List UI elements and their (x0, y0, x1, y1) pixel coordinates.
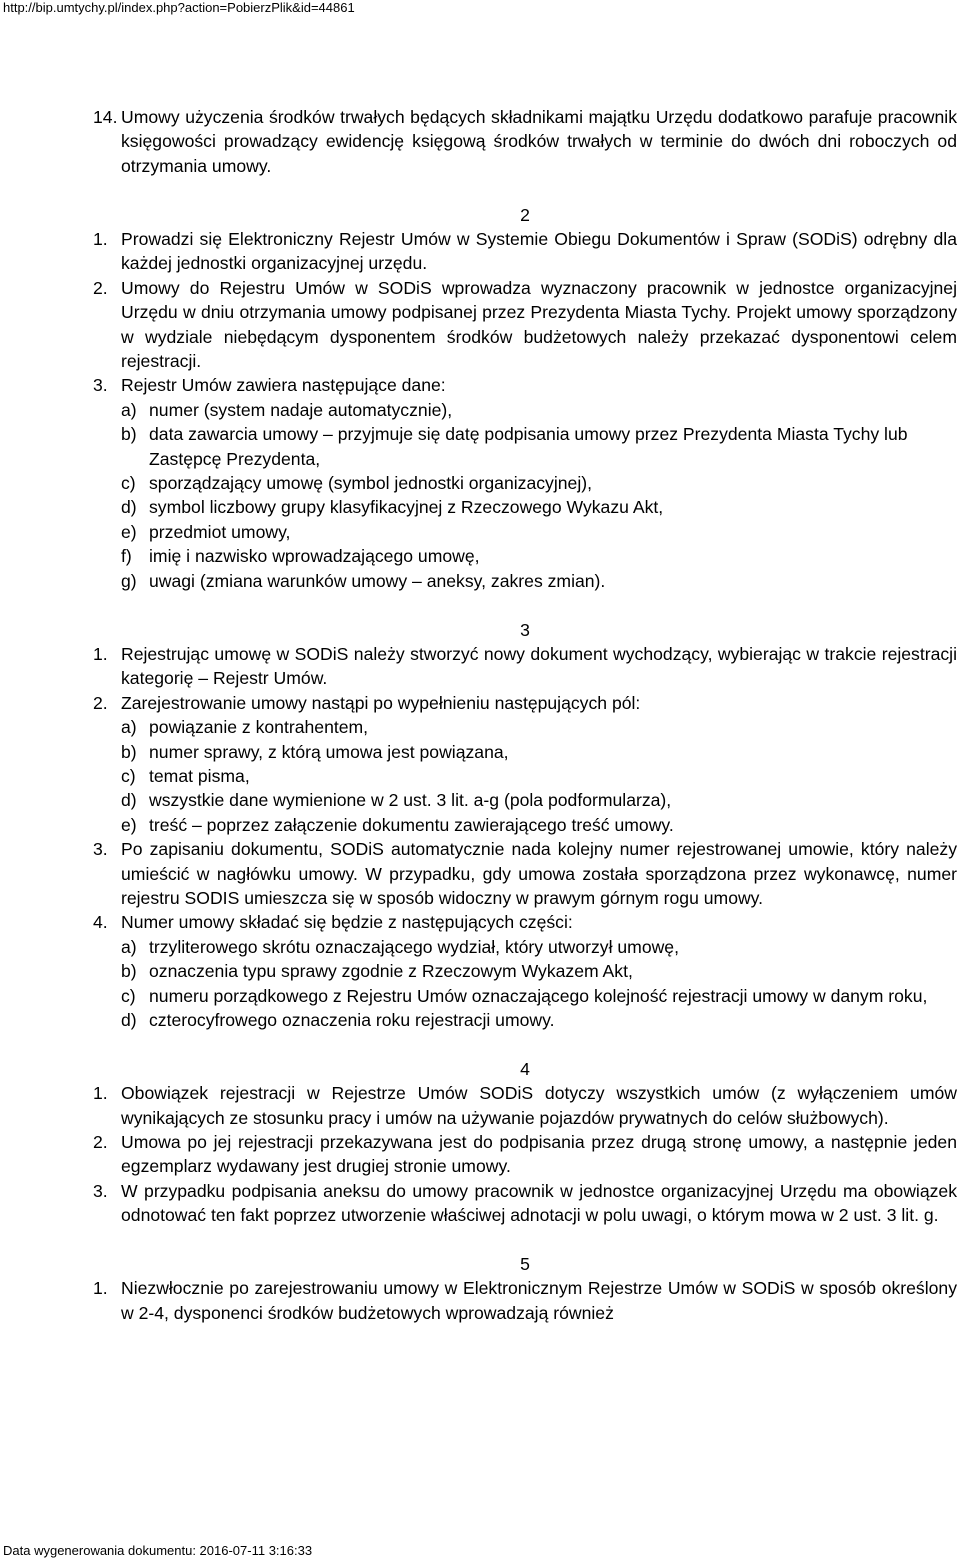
sub-label: a) (121, 399, 137, 420)
item-number: 2. (93, 692, 108, 713)
sub-label: c) (121, 765, 136, 786)
sub-item (121, 788, 957, 812)
section-heading: 4 (520, 1058, 530, 1079)
sub-text: numer (system nadaje automatycznie), (149, 399, 453, 420)
sub-label: a) (121, 936, 137, 957)
sub-item (121, 984, 957, 1008)
sub-text: symbol liczbowy grupy klasyfikacyjnej z Rzeczowego Wykazu Akt, (149, 497, 664, 518)
item-text: Niezwłocznie po zarejestrowaniu umowy w Elektronicznym Rejestrze Umów w SODiS w sposób określony w 2-4, dysponenci środków budżetowych wprowadzają również (121, 1278, 957, 1323)
sub-item (121, 544, 957, 568)
section-heading: 3 (520, 619, 530, 640)
list-item (93, 1130, 957, 1179)
list-item (93, 837, 957, 910)
page-url-header: http://bip.umtychy.pl/index.php?action=PobierzPlik&id=44861 (3, 0, 355, 15)
item-number: 2. (93, 277, 108, 298)
item-number: 3. (93, 1180, 108, 1201)
sub-text: numeru porządkowego z Rejestru Umów oznaczającego kolejność rejestracji umowy w danym roku, (149, 985, 928, 1006)
sub-item (121, 495, 957, 519)
sub-item (121, 471, 957, 495)
item-number: 2. (93, 1132, 108, 1153)
sub-label: c) (121, 985, 136, 1006)
sub-text: imię i nazwisko wprowadzającego umowę, (149, 546, 480, 567)
paragraph-text: Umowy użyczenia środków trwałych będących składnikami majątku Urzędu dodatkowo parafuje pracownik księgowości prowadzący ewidencję księgową środków trwałych w terminie do dwóch dni roboczych od otrzymania umowy. (121, 107, 957, 176)
sub-label: b) (121, 424, 137, 445)
sub-item (121, 764, 957, 788)
sub-item (121, 935, 957, 959)
sub-text: sporządzający umowę (symbol jednostki organizacyjnej), (149, 473, 592, 494)
item-number: 3. (93, 375, 108, 396)
list-item (93, 642, 957, 691)
sub-text: wszystkie dane wymienione w 2 ust. 3 lit. a-g (pola podformularza), (149, 790, 672, 811)
sub-text: przedmiot umowy, (149, 521, 291, 542)
sub-text: oznaczenia typu sprawy zgodnie z Rzeczowym Wykazem Akt, (149, 961, 633, 982)
item-text: Umowa po jej rejestracji przekazywana jest do podpisania przez drugą stronę umowy, a następnie jeden egzemplarz wydawany jest drugiej stronie umowy. (121, 1132, 957, 1177)
item-number: 3. (93, 839, 108, 860)
item-number: 1. (93, 1278, 108, 1299)
list-item (93, 691, 957, 837)
sub-label: g) (121, 570, 137, 591)
sub-label: c) (121, 473, 136, 494)
item-number: 1. (93, 643, 108, 664)
sub-label: d) (121, 1010, 137, 1030)
sub-label: a) (121, 717, 137, 738)
sub-item (121, 520, 957, 544)
list-item (93, 227, 957, 276)
intro-paragraph (93, 105, 957, 178)
item-text: Prowadzi się Elektroniczny Rejestr Umów w Systemie Obiegu Dokumentów i Spraw (SODiS) odrębny dla każdej jednostki organizacyjnej urzędu. (121, 229, 957, 274)
list-item (93, 1081, 957, 1130)
sub-label: d) (121, 790, 137, 811)
sub-text: treść – poprzez załączenie dokumentu zawierającego treść umowy. (149, 814, 674, 835)
sub-label: e) (121, 521, 137, 542)
document-body (93, 105, 957, 1325)
sub-text: uwagi (zmiana warunków umowy – aneksy, zakres zmian). (149, 570, 606, 591)
item-text: Po zapisaniu dokumentu, SODiS automatycznie nada kolejny numer rejestrowanej umowie, który należy umieścić w nagłówku umowy. W przypadku, gdy umowa została sporządzona przez wykonawcę, numer rejestru SODIS umieszcza się w sposób widoczny w prawym górnym rogu umowy. (121, 839, 957, 908)
item-text: Obowiązek rejestracji w Rejestrze Umów SODiS dotyczy wszystkich umów (z wyłączeniem umów wynikających ze stosunku pracy i umów na używanie pojazdów prywatnych do celów służbowych). (121, 1083, 957, 1128)
item-text: Zarejestrowanie umowy nastąpi po wypełnieniu następujących pól: (121, 692, 641, 713)
sub-label: b) (121, 741, 137, 762)
item-text: Rejestr Umów zawiera następujące dane: (121, 375, 446, 396)
item-text: Numer umowy składać się będzie z następujących części: (121, 912, 573, 933)
sub-label: d) (121, 497, 137, 518)
sub-text: data zawarcia umowy – przyjmuje się datę podpisania umowy przez Prezydenta Miasta Tychy lub Zastępcę Prezydenta, (149, 424, 908, 469)
item-number: 4. (93, 912, 108, 933)
list-item (93, 1276, 957, 1325)
list-item (93, 1179, 957, 1228)
sub-item (121, 813, 957, 837)
sub-item (121, 398, 957, 422)
sub-text: czterocyfrowego oznaczenia roku rejestracji umowy. (149, 1010, 555, 1030)
generation-date-footer: Data wygenerowania dokumentu: 2016-07-11 3:16:33 (3, 1543, 313, 1558)
sub-item (121, 740, 957, 764)
item-text: W przypadku podpisania aneksu do umowy pracownik w jednostce organizacyjnej Urzędu ma obowiązek odnotować ten fakt poprzez utworzenie właściwej adnotacji w polu uwagi, o którym mowa w 2 ust. 3 lit. g. (121, 1180, 957, 1226)
sub-item (121, 422, 957, 471)
item-number: 1. (93, 1083, 108, 1104)
sub-item (121, 715, 957, 739)
list-item (93, 276, 957, 374)
list-item (93, 373, 957, 593)
item-number: 1. (93, 229, 108, 250)
sub-text: trzyliterowego skrótu oznaczającego wydział, który utworzył umowę, (149, 936, 679, 957)
sub-label: e) (121, 814, 137, 835)
list-item (93, 910, 957, 1032)
section-heading: 5 (520, 1254, 530, 1275)
sub-item (121, 569, 957, 593)
sub-text: powiązanie z kontrahentem, (149, 717, 369, 738)
sub-text: temat pisma, (149, 765, 250, 786)
item-text: Umowy do Rejestru Umów w SODiS wprowadza wyznaczony pracownik w jednostce organizacyjnej Urzędu w dniu otrzymania umowy podpisanej przez Prezydenta Miasta Tychy. Projekt umowy sporządzony w wydziale niebędącym dysponentem środków budżetowych należy przekazać dysponentowi celem rejestracji. (121, 277, 957, 372)
sub-text: numer sprawy, z którą umowa jest powiązana, (149, 741, 509, 762)
sub-item (121, 1008, 957, 1032)
section-heading: 2 (520, 204, 530, 225)
item-text: Rejestrując umowę w SODiS należy stworzyć nowy dokument wychodzący, wybierając w trakcie rejestracji kategorię – Rejestr Umów. (121, 643, 957, 689)
sub-item (121, 959, 957, 983)
sub-label: b) (121, 961, 137, 982)
sub-label: f) (121, 546, 132, 567)
paragraph-number: 14. (93, 107, 118, 127)
